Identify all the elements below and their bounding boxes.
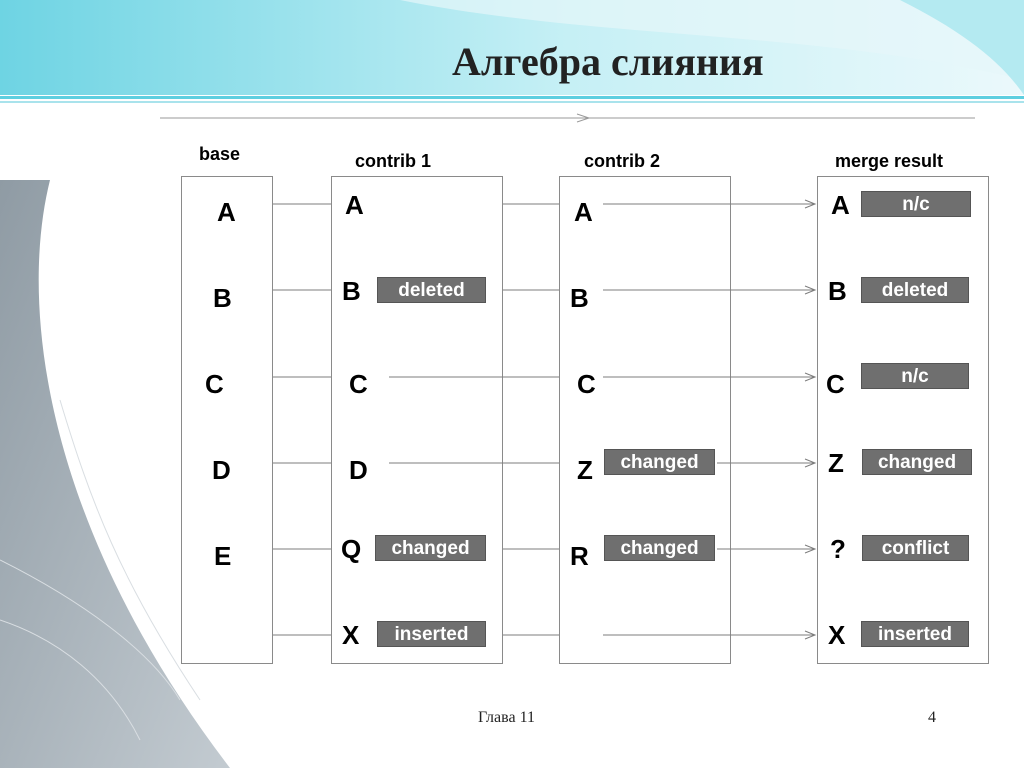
- contrib1-item: Q: [341, 534, 362, 564]
- base-item: C: [205, 369, 224, 399]
- contrib2-item: C: [577, 369, 596, 399]
- status-badge: inserted: [861, 621, 969, 647]
- contrib1-item: C: [349, 369, 368, 399]
- page-title: Алгебра слияния: [452, 39, 764, 84]
- column-header-contrib1: contrib 1: [355, 151, 432, 171]
- footer-chapter: Глава 11: [478, 709, 535, 726]
- status-badge: changed: [604, 535, 715, 561]
- status-badge: conflict: [862, 535, 969, 561]
- status-badge: changed: [375, 535, 486, 561]
- contrib2-item: B: [570, 283, 589, 313]
- base-item: B: [213, 283, 232, 313]
- base-item: E: [214, 541, 232, 571]
- merge-item: C: [826, 369, 845, 399]
- merge-item: X: [828, 620, 846, 650]
- column-header-contrib2: contrib 2: [584, 151, 661, 171]
- contrib1-item: X: [342, 620, 360, 650]
- status-badge: n/c: [861, 191, 971, 217]
- merge-item: B: [828, 276, 847, 306]
- status-badge: changed: [862, 449, 972, 475]
- status-badge: deleted: [377, 277, 486, 303]
- contrib2-item: A: [574, 197, 593, 227]
- merge-item: ?: [830, 534, 846, 564]
- contrib2-item: R: [570, 541, 589, 571]
- column-header-merge: merge result: [835, 151, 944, 171]
- base-item: D: [212, 455, 231, 485]
- column-header-base: base: [199, 144, 241, 164]
- status-badge: inserted: [377, 621, 486, 647]
- merge-item: A: [831, 190, 850, 220]
- contrib1-item: A: [345, 190, 364, 220]
- contrib1-item: D: [349, 455, 368, 485]
- page-number: 4: [928, 709, 936, 726]
- merge-item: Z: [828, 448, 844, 478]
- status-badge: deleted: [861, 277, 969, 303]
- contrib2-item: Z: [577, 455, 593, 485]
- status-badge: changed: [604, 449, 715, 475]
- base-item: A: [217, 197, 236, 227]
- contrib1-item: B: [342, 276, 361, 306]
- status-badge: n/c: [861, 363, 969, 389]
